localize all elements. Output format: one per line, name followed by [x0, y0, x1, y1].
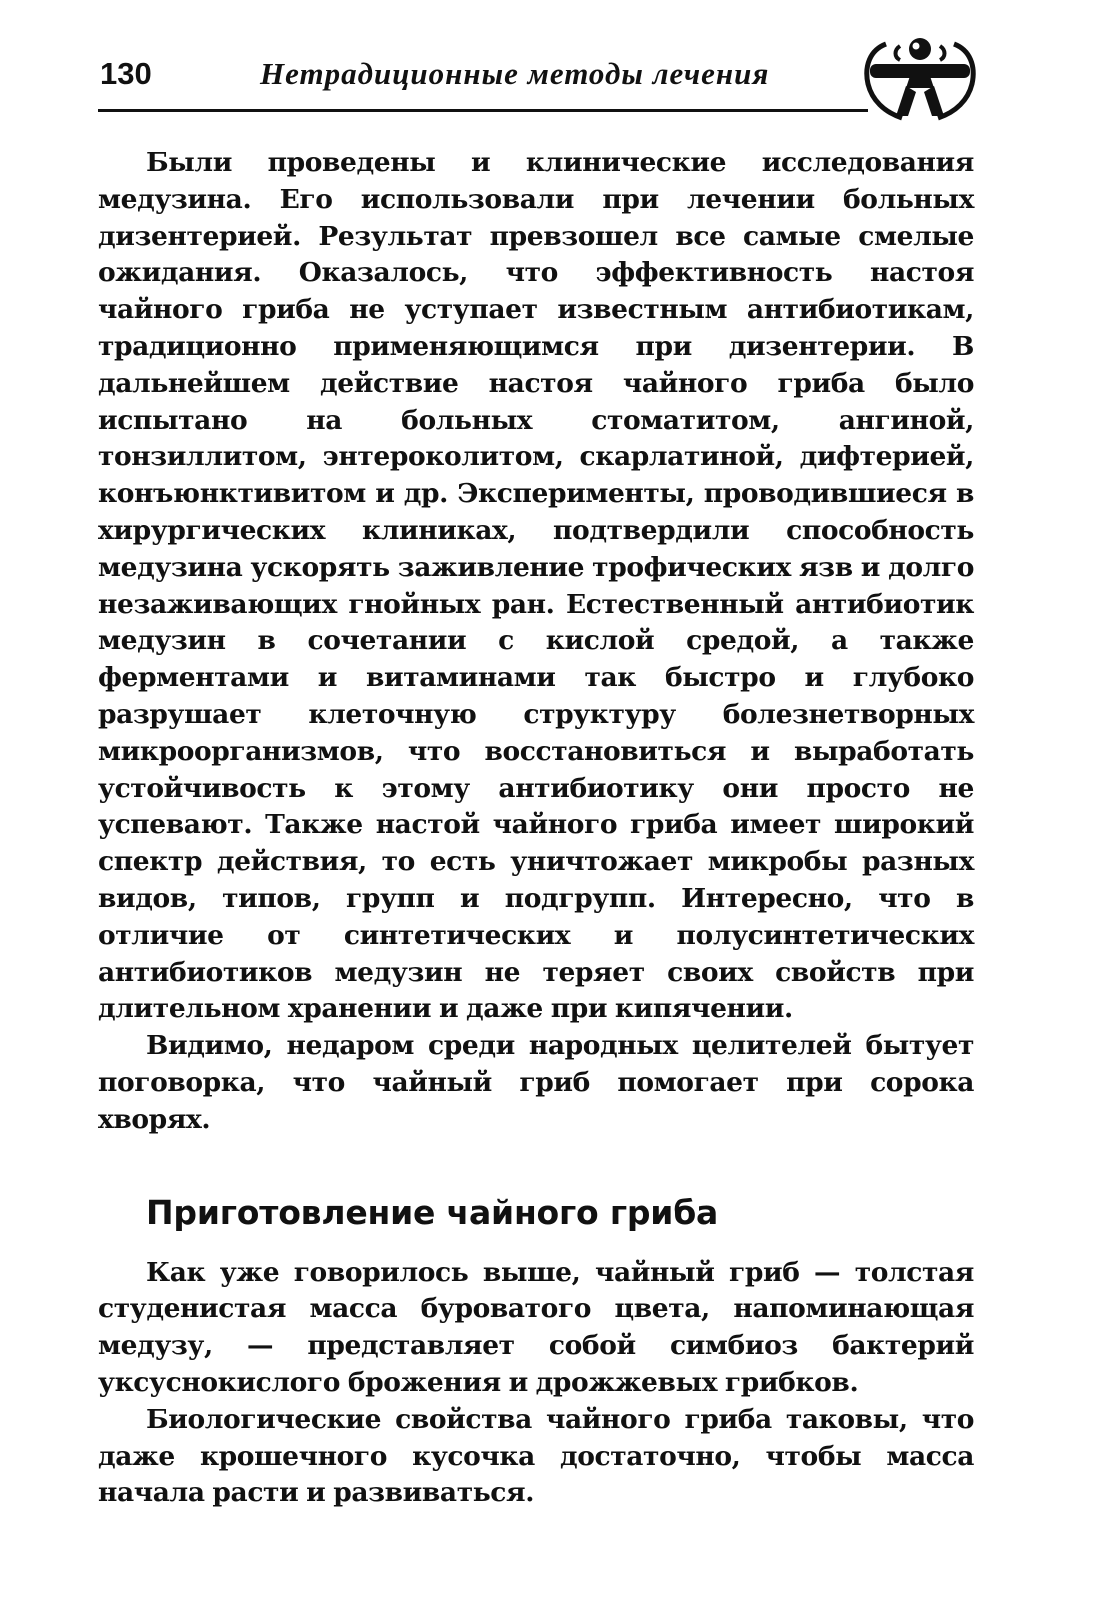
- body-paragraph-1: Были проведены и клинические исследования медузина. Его использовали при лечении больных дизентерией. Результат превзошел все самые смелые ожидания. Оказалось, что эффективность настоя чайного гриба не уступает известным антибиотикам, традиционно применяющимся при дизентерии. В дальнейшем действие настоя чайного гриба было испытано на больных стоматитом, ангиной, тонзиллитом, энтероколитом, скарлатиной, дифтерией, конъюнктивитом и др. Эксперименты, проводившиеся в хирургических клиниках, подтвердили способность медузина ускорять заживление трофических язв и долго незаживающих гнойных ран. Естественный антибиотик медузин в сочетании с кислой средой, а также ферментами и витаминами так быстро и глубоко разрушает клеточную структуру болезнетворных микроорганизмов, что восстановиться и выработать устойчивость к этому антибиотику они просто не успевают. Также настой чайного гриба имеет широкий спектр действия, то есть уничтожает микробы разных видов, типов, групп и подгрупп. Интересно, что в отличие от синтетических и полусинтетических антибиотиков медузин не теряет своих свойств при длительном хранении и даже при кипячении.: [98, 147, 974, 1025]
- section-paragraph-1: Как уже говорилось выше, чайный гриб — толстая студенистая масса буроватого цвета, напоминающая медузу, — представляет собой симбиоз бактерий уксуснокислого брожения и дрожжевых грибков.: [98, 1256, 974, 1398]
- section-paragraph-2: Биологические свойства чайного гриба таковы, что даже крошечного кусочка достаточно, чтобы масса начала расти и развиваться.: [98, 1403, 974, 1509]
- stylized-figure-logo-icon: [856, 30, 984, 122]
- section-title: Приготовление чайного гриба: [146, 1192, 719, 1232]
- page-body: [98, 145, 974, 1512]
- header-rule: [98, 109, 868, 112]
- page-header: [98, 30, 983, 122]
- running-title: Нетрадиционные методы лечения: [260, 56, 770, 91]
- body-paragraph-2: Видимо, недаром среди народных целителей бытует поговорка, что чайный гриб помогает при сорока хворях.: [98, 1030, 974, 1135]
- page-number: 130: [100, 56, 152, 91]
